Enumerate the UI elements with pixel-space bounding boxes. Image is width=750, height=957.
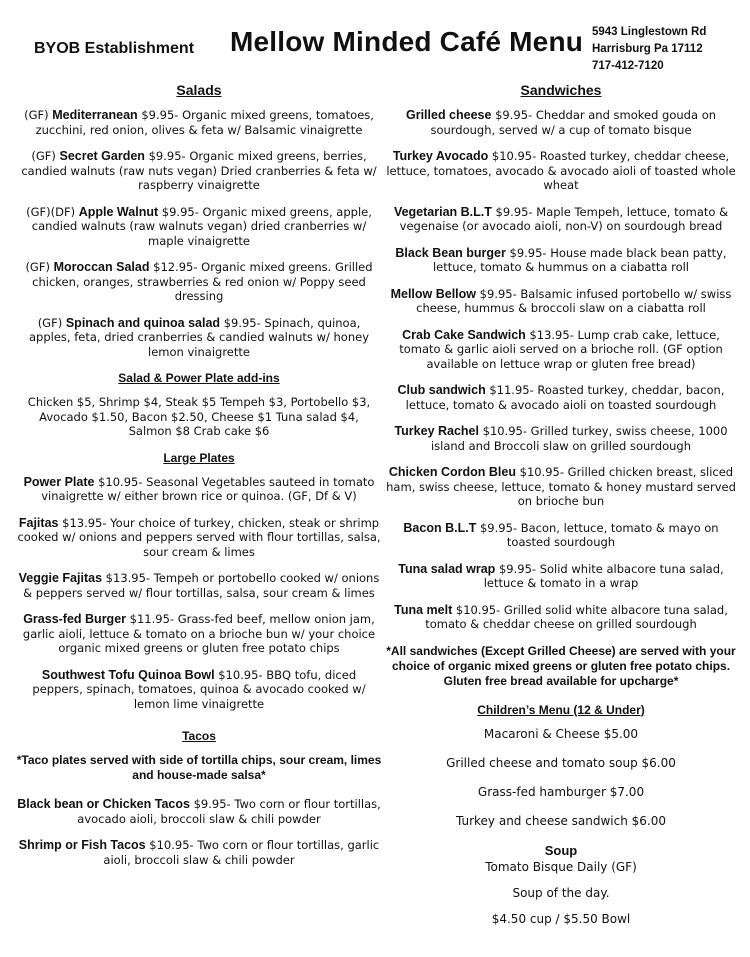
sandwich-item: Turkey Avocado $10.95- Roasted turkey, cheddar cheese, lettuce, tomatoes, avocado & avocado aioli of toasted whole wheat — [386, 149, 736, 192]
sandwich-item: Crab Cake Sandwich $13.95- Lump crab cake, lettuce, tomato & garlic aioli served on a brioche roll. (GF option available on lettuce wrap or gluten free bread) — [399, 327, 723, 371]
tacos-note: *Taco plates served with side of tortilla chips, sour cream, limes and house-made salsa* — [16, 753, 382, 782]
kids-item: Grass-fed hamburger $7.00 — [477, 784, 645, 799]
taco-item: Shrimp or Fish Tacos $10.95- Two corn or flour tortillas, garlic aioli, broccoli slaw & chili powder — [18, 838, 380, 867]
phone-number: 717-412-7120 — [592, 60, 664, 72]
menu-title: Mellow Minded Café Menu — [230, 26, 584, 57]
sandwich-item: Black Bean burger $9.95- House made black bean patty, lettuce, tomato & hummus on a ciabatta roll — [395, 245, 727, 274]
childrens-menu-heading: Children’s Menu (12 & Under) — [477, 702, 645, 717]
salad-item: (GF)(DF) Apple Walnut $9.95- Organic mixed greens, apple, candied walnuts (raw walnuts vegan) dried cranberries w/ maple vinaigrette — [26, 204, 372, 248]
salad-item: (GF) Moroccan Salad $12.95- Organic mixed greens. Grilled chicken, oranges, strawberries & red onion w/ Poppy seed dressing — [25, 260, 373, 303]
large-plates-heading: Large Plates — [163, 450, 235, 465]
kids-item: Grilled cheese and tomato soup $6.00 — [446, 755, 676, 770]
right-column — [386, 82, 736, 941]
tacos-heading: Tacos — [182, 729, 216, 743]
sandwich-item: Vegetarian B.L.T $9.95- Maple Tempeh, lettuce, tomato & vegenaise (or avocado aioli, non-V) on sourdough bread — [393, 204, 729, 233]
sandwich-item: Bacon B.L.T $9.95- Bacon, lettuce, tomato & mayo on toasted sourdough — [403, 520, 719, 549]
addons-list: Chicken $5, Shrimp $4, Steak $5 Tempeh $3, Portobello $3, Avocado $1.50, Bacon $2.50, Cheese $1 Tuna salad $4, Salmon $8 Crab cake $6 — [27, 395, 371, 438]
large-plate-item: Veggie Fajitas $13.95- Tempeh or portobello cooked w/ onions & peppers served w/ flour tortillas, salsa, sour cream & limes — [18, 571, 380, 600]
addons-heading: Salad & Power Plate add-ins — [118, 371, 280, 385]
cafe-address — [592, 24, 706, 75]
kids-item: Turkey and cheese sandwich $6.00 — [455, 813, 667, 828]
byob-label: BYOB Establishment — [34, 40, 195, 57]
kids-item: Macaroni & Cheese $5.00 — [483, 726, 639, 741]
large-plate-item: Grass-fed Burger $11.95- Grass-fed beef, mellow onion jam, garlic aioli, lettuce & tomato on a brioche bun w/ your choice organic mixed greens or gluten free potato chips — [22, 612, 376, 655]
sandwich-item: Turkey Rachel $10.95- Grilled turkey, swiss cheese, 1000 island and Broccoli slaw on grilled sourdough — [394, 424, 728, 453]
sandwich-item: Tuna salad wrap $9.95- Solid white albacore tuna salad, lettuce & tomato in a wrap — [398, 561, 724, 590]
large-plate-item: Fajitas $13.95- Your choice of turkey, chicken, steak or shrimp cooked w/ onions and peppers served with flour tortillas, salsa, sour cream & limes — [17, 515, 381, 559]
salad-item: (GF) Spinach and quinoa salad $9.95- Spinach, quinoa, apples, feta, dried cranberries & candied walnuts w/ honey lemon vinaigrette — [28, 315, 369, 359]
sandwich-item: Chicken Cordon Bleu $10.95- Grilled chicken breast, sliced ham, swiss cheese, lettuce, tomato & honey mustard served on brioche bun — [386, 465, 736, 508]
left-column — [16, 82, 382, 879]
salads-heading: Salads — [176, 82, 222, 98]
address-city: Harrisburg Pa 17112 — [592, 43, 703, 55]
sandwiches-heading: Sandwiches — [520, 82, 602, 98]
large-plate-item: Power Plate $10.95- Seasonal Vegetables sauteed in tomato vinaigrette w/ either brown rice or quinoa. (GF, Df & V) — [23, 474, 375, 503]
salad-item: (GF) Secret Garden $9.95- Organic mixed greens, berries, candied walnuts (raw nuts vegan) Dried cranberries & feta w/ raspberry vinaigrette — [21, 149, 377, 192]
sandwich-item: Tuna melt $10.95- Grilled solid white albacore tuna salad, tomato & cheddar cheese on grilled sourdough — [394, 602, 728, 631]
soup-of-day: Soup of the day. — [512, 885, 610, 900]
address-street: 5943 Linglestown Rd — [592, 26, 707, 38]
salad-item: (GF) Mediterranean $9.95- Organic mixed greens, tomatoes, zucchini, red onion, olives & feta w/ Balsamic vinaigrette — [24, 108, 374, 137]
sandwich-item: Mellow Bellow $9.95- Balsamic infused portobello w/ swiss cheese, hummus & broccoli slaw on a ciabatta roll — [390, 286, 732, 315]
taco-item: Black bean or Chicken Tacos $9.95- Two corn or flour tortillas, avocado aioli, broccoli slaw & chili powder — [17, 797, 381, 826]
soup-price: $4.50 cup / $5.50 Bowl — [491, 911, 631, 926]
soup-heading: Soup — [544, 842, 578, 858]
sandwich-item: Club sandwich $11.95- Roasted turkey, cheddar, bacon, lettuce, tomato & avocado aioli on toasted sourdough — [397, 383, 725, 412]
large-plate-item: Southwest Tofu Quinoa Bowl $10.95- BBQ tofu, diced peppers, spinach, tomatoes, quinoa & avocado cooked w/ lemon lime vinaigrette — [32, 667, 366, 711]
sandwiches-note: *All sandwiches (Except Grilled Cheese) are served with your choice of organic mixed greens or gluten free potato chips. Gluten free bread available for upcharge* — [386, 643, 736, 688]
sandwich-item: Grilled cheese $9.95- Cheddar and smoked gouda on sourdough, served w/ a cup of tomato bisque — [405, 108, 717, 137]
soup-daily: Tomato Bisque Daily (GF) — [485, 859, 637, 874]
